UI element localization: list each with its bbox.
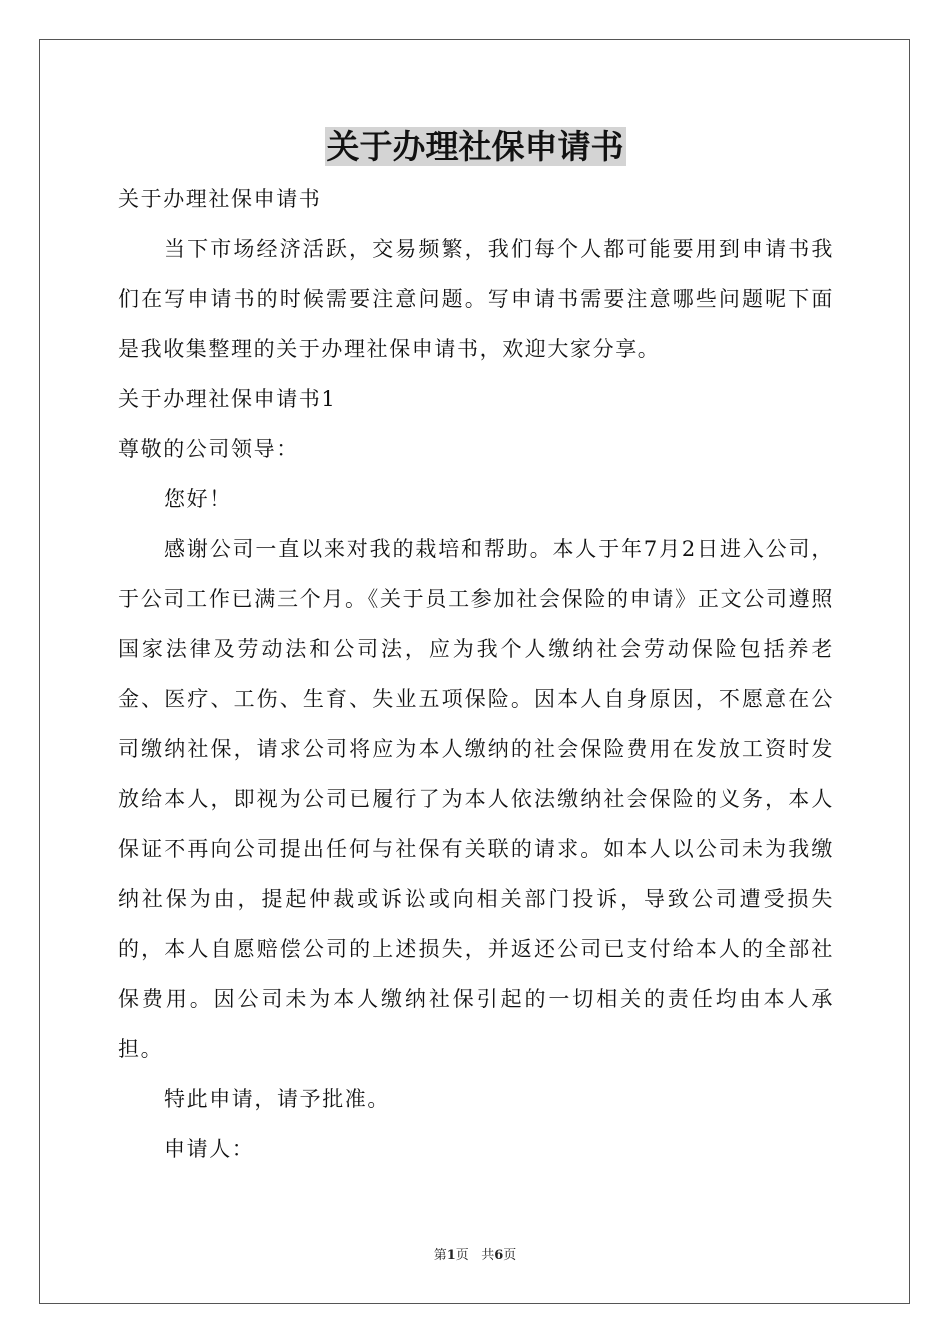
footer-page-current: 1 bbox=[446, 1248, 456, 1263]
footer-page-total: 6 bbox=[494, 1248, 504, 1263]
document-subtitle: 关于办理社保申请书 bbox=[118, 187, 322, 211]
footer-page-prefix: 第 bbox=[433, 1248, 447, 1263]
document-title bbox=[0, 126, 950, 168]
applicant-label: 申请人： bbox=[164, 1137, 255, 1161]
page-footer bbox=[0, 1247, 950, 1265]
main-paragraph: 感谢公司一直以来对我的栽培和帮助。本人于年7月2日进入公司，于公司工作已满三个月。《关于员工参加社会保险的申请》正文公司遵照国家法律及劳动法和公司法，应为我个人缴纳社会劳动保险包括养老金、医疗、工伤、生育、失业五项保险。因本人自身原因，不愿意在公司缴纳社保，请求公司将应为本人缴纳的社会保险费用在发放工资时发放给本人，即视为公司已履行了为本人依法缴纳社会保险的义务，本人保证不再向公司提出任何与社保有关联的请求。如本人以公司未为我缴纳社保为由，提起仲裁或诉讼或向相关部门投诉，导致公司遭受损失的，本人自愿赔偿公司的上述损失，并返还公司已支付给本人的全部社保费用。因公司未为本人缴纳社保引起的一切相关的责任均由本人承担。 bbox=[118, 537, 834, 1061]
footer-total-suffix: 页 bbox=[503, 1248, 517, 1263]
salutation: 尊敬的公司领导： bbox=[118, 437, 299, 461]
intro-paragraph: 当下市场经济活跃，交易频繁，我们每个人都可能要用到申请书我们在写申请书的时候需要注意问题。写申请书需要注意哪些问题呢下面是我收集整理的关于办理社保申请书，欢迎大家分享。 bbox=[118, 237, 834, 361]
footer-total-prefix: 共 bbox=[481, 1248, 495, 1263]
footer-page-suffix: 页 bbox=[455, 1248, 469, 1263]
closing-line: 特此申请，请予批准。 bbox=[164, 1087, 390, 1111]
document-title-text: 关于办理社保申请书 bbox=[326, 127, 624, 166]
greeting: 您好！ bbox=[164, 487, 232, 511]
section-heading: 关于办理社保申请书1 bbox=[118, 387, 337, 411]
document-body bbox=[118, 174, 834, 1174]
